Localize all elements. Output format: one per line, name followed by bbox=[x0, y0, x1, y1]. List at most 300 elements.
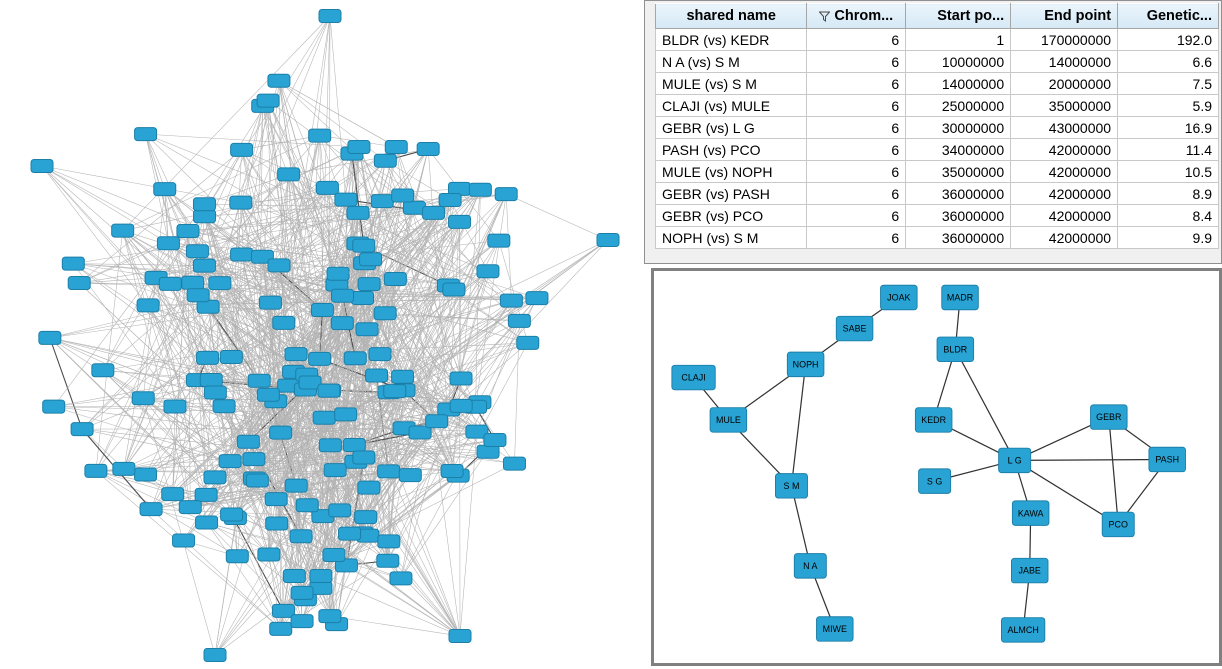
node-shape[interactable] bbox=[296, 499, 318, 512]
network-node[interactable] bbox=[209, 277, 231, 290]
node-shape[interactable] bbox=[348, 140, 370, 153]
network-node[interactable] bbox=[164, 400, 186, 413]
network-node[interactable] bbox=[268, 74, 290, 87]
network-node[interactable] bbox=[426, 415, 448, 428]
node-shape[interactable] bbox=[327, 267, 349, 280]
node-shape[interactable] bbox=[270, 426, 292, 439]
network-node[interactable] bbox=[68, 277, 90, 290]
cell-name[interactable]: GEBR (vs) L G bbox=[656, 117, 807, 139]
network-node[interactable] bbox=[477, 265, 499, 278]
network-node[interactable] bbox=[257, 94, 279, 107]
cell-genetic[interactable]: 10.5 bbox=[1118, 161, 1219, 183]
cell-chrom[interactable]: 6 bbox=[807, 29, 906, 51]
node-shape[interactable] bbox=[237, 435, 259, 448]
table-header-row[interactable] bbox=[656, 4, 1219, 29]
table-row[interactable] bbox=[656, 161, 1219, 183]
node-shape[interactable] bbox=[179, 501, 201, 514]
node-shape[interactable] bbox=[358, 481, 380, 494]
network-node[interactable] bbox=[193, 198, 215, 211]
network-node[interactable] bbox=[378, 465, 400, 478]
cell-start[interactable]: 36000000 bbox=[906, 183, 1011, 205]
cell-start[interactable]: 34000000 bbox=[906, 139, 1011, 161]
network-node[interactable] bbox=[508, 314, 530, 327]
network-node[interactable] bbox=[1091, 405, 1128, 429]
cell-genetic[interactable]: 8.4 bbox=[1118, 205, 1219, 227]
network-node[interactable] bbox=[378, 535, 400, 548]
cell-end[interactable]: 42000000 bbox=[1011, 205, 1118, 227]
network-node[interactable] bbox=[443, 283, 465, 296]
network-node[interactable] bbox=[1011, 558, 1048, 582]
cell-start[interactable]: 25000000 bbox=[906, 95, 1011, 117]
cell-genetic[interactable]: 11.4 bbox=[1118, 139, 1219, 161]
network-node[interactable] bbox=[347, 206, 369, 219]
network-node[interactable] bbox=[450, 372, 472, 385]
network-node[interactable] bbox=[384, 385, 406, 398]
subnetwork-canvas[interactable] bbox=[654, 271, 1219, 663]
node-shape[interactable] bbox=[374, 154, 396, 167]
node-shape[interactable] bbox=[194, 210, 216, 223]
node-shape[interactable] bbox=[231, 143, 253, 156]
network-node[interactable] bbox=[220, 351, 242, 364]
node-shape[interactable] bbox=[347, 206, 369, 219]
network-node[interactable] bbox=[423, 206, 445, 219]
node-shape[interactable] bbox=[324, 464, 346, 477]
node-shape[interactable] bbox=[291, 586, 313, 599]
node-shape[interactable] bbox=[477, 265, 499, 278]
node-shape[interactable] bbox=[268, 74, 290, 87]
cell-end[interactable]: 14000000 bbox=[1011, 51, 1118, 73]
network-node[interactable] bbox=[197, 300, 219, 313]
node-shape[interactable] bbox=[135, 468, 157, 481]
cell-name[interactable]: BLDR (vs) KEDR bbox=[656, 29, 807, 51]
network-node[interactable] bbox=[369, 348, 391, 361]
cell-start[interactable]: 30000000 bbox=[906, 117, 1011, 139]
cell-chrom[interactable]: 6 bbox=[807, 95, 906, 117]
network-node[interactable] bbox=[392, 370, 414, 383]
network-node[interactable] bbox=[377, 554, 399, 567]
network-node[interactable] bbox=[469, 183, 491, 196]
node-shape[interactable] bbox=[309, 129, 331, 142]
network-node[interactable] bbox=[140, 503, 162, 516]
network-node[interactable] bbox=[31, 160, 53, 173]
node-shape[interactable] bbox=[488, 234, 510, 247]
node-shape[interactable] bbox=[392, 370, 414, 383]
network-node[interactable] bbox=[311, 303, 333, 316]
network-node[interactable] bbox=[85, 464, 107, 477]
network-node[interactable] bbox=[374, 307, 396, 320]
cell-start[interactable]: 1 bbox=[906, 29, 1011, 51]
node-shape[interactable] bbox=[230, 196, 252, 209]
network-node[interactable] bbox=[324, 464, 346, 477]
node-shape[interactable] bbox=[31, 160, 53, 173]
node-shape[interactable] bbox=[423, 206, 445, 219]
network-node[interactable] bbox=[358, 481, 380, 494]
network-node[interactable] bbox=[672, 365, 715, 389]
network-node[interactable] bbox=[495, 188, 517, 201]
network-node[interactable] bbox=[162, 488, 184, 501]
network-node[interactable] bbox=[213, 400, 235, 413]
network-node[interactable] bbox=[392, 189, 414, 202]
node-shape[interactable] bbox=[193, 198, 215, 211]
node-shape[interactable] bbox=[226, 550, 248, 563]
node-shape[interactable] bbox=[283, 569, 305, 582]
node-shape[interactable] bbox=[310, 570, 332, 583]
network-node[interactable] bbox=[195, 488, 217, 501]
network-node[interactable] bbox=[915, 408, 952, 432]
node-shape[interactable] bbox=[113, 462, 135, 475]
node-shape[interactable] bbox=[371, 195, 393, 208]
node-shape[interactable] bbox=[323, 549, 345, 562]
table-row[interactable] bbox=[656, 117, 1219, 139]
node-shape[interactable] bbox=[278, 168, 300, 181]
cell-chrom[interactable]: 6 bbox=[807, 73, 906, 95]
network-node[interactable] bbox=[226, 550, 248, 563]
node-shape[interactable] bbox=[291, 615, 313, 628]
network-node[interactable] bbox=[597, 234, 619, 247]
network-node[interactable] bbox=[197, 351, 219, 364]
cell-genetic[interactable]: 6.6 bbox=[1118, 51, 1219, 73]
node-shape[interactable] bbox=[220, 351, 242, 364]
network-node[interactable] bbox=[258, 548, 280, 561]
node-shape[interactable] bbox=[195, 488, 217, 501]
node-shape[interactable] bbox=[356, 323, 378, 336]
node-shape[interactable] bbox=[311, 303, 333, 316]
cell-name[interactable]: MULE (vs) S M bbox=[656, 73, 807, 95]
node-shape[interactable] bbox=[177, 224, 199, 237]
node-shape[interactable] bbox=[439, 193, 461, 206]
network-node[interactable] bbox=[154, 183, 176, 196]
network-node[interactable] bbox=[283, 569, 305, 582]
cell-start[interactable]: 36000000 bbox=[906, 227, 1011, 249]
network-node[interactable] bbox=[285, 479, 307, 492]
cell-genetic[interactable]: 9.9 bbox=[1118, 227, 1219, 249]
network-node[interactable] bbox=[221, 508, 243, 521]
subnetwork-view[interactable] bbox=[651, 268, 1222, 666]
network-node[interactable] bbox=[360, 253, 382, 266]
network-node[interactable] bbox=[266, 517, 288, 530]
node-shape[interactable] bbox=[385, 141, 407, 154]
node-shape[interactable] bbox=[319, 610, 341, 623]
network-node[interactable] bbox=[265, 493, 287, 506]
table-row[interactable] bbox=[656, 29, 1219, 51]
table-body[interactable] bbox=[656, 29, 1219, 249]
network-node[interactable] bbox=[488, 234, 510, 247]
column-header-start-point[interactable] bbox=[906, 4, 1011, 29]
cell-chrom[interactable]: 6 bbox=[807, 117, 906, 139]
node-shape[interactable] bbox=[343, 438, 365, 451]
network-node[interactable] bbox=[177, 224, 199, 237]
node-shape[interactable] bbox=[318, 384, 340, 397]
network-node[interactable] bbox=[243, 453, 265, 466]
network-node[interactable] bbox=[366, 369, 388, 382]
cell-end[interactable]: 170000000 bbox=[1011, 29, 1118, 51]
network-node[interactable] bbox=[316, 181, 338, 194]
network-node[interactable] bbox=[356, 323, 378, 336]
cell-start[interactable]: 36000000 bbox=[906, 205, 1011, 227]
node-shape[interactable] bbox=[112, 224, 134, 237]
column-header-shared-name[interactable] bbox=[656, 4, 807, 29]
node-shape[interactable] bbox=[197, 300, 219, 313]
node-shape[interactable] bbox=[43, 400, 65, 413]
cell-end[interactable]: 43000000 bbox=[1011, 117, 1118, 139]
network-node[interactable] bbox=[204, 386, 226, 399]
filter-icon[interactable] bbox=[819, 11, 830, 22]
network-node[interactable] bbox=[186, 245, 208, 258]
network-node[interactable] bbox=[296, 499, 318, 512]
network-node[interactable] bbox=[449, 630, 471, 643]
network-node[interactable] bbox=[500, 294, 522, 307]
node-shape[interactable] bbox=[270, 622, 292, 635]
network-node[interactable] bbox=[318, 384, 340, 397]
cell-chrom[interactable]: 6 bbox=[807, 161, 906, 183]
cell-end[interactable]: 20000000 bbox=[1011, 73, 1118, 95]
node-shape[interactable] bbox=[243, 453, 265, 466]
network-node[interactable] bbox=[449, 215, 471, 228]
node-shape[interactable] bbox=[352, 291, 374, 304]
network-node[interactable] bbox=[43, 400, 65, 413]
node-shape[interactable] bbox=[335, 193, 357, 206]
node-shape[interactable] bbox=[219, 455, 241, 468]
network-node[interactable] bbox=[355, 511, 377, 524]
network-node[interactable] bbox=[135, 468, 157, 481]
network-node[interactable] bbox=[313, 411, 335, 424]
cell-start[interactable]: 10000000 bbox=[906, 51, 1011, 73]
table-row[interactable] bbox=[656, 95, 1219, 117]
network-node[interactable] bbox=[384, 273, 406, 286]
node-shape[interactable] bbox=[204, 471, 226, 484]
node-shape[interactable] bbox=[173, 534, 195, 547]
node-shape[interactable] bbox=[140, 503, 162, 516]
node-shape[interactable] bbox=[477, 445, 499, 458]
network-node[interactable] bbox=[309, 352, 331, 365]
network-node[interactable] bbox=[358, 278, 380, 291]
node-shape[interactable] bbox=[353, 239, 375, 252]
cell-genetic[interactable]: 5.9 bbox=[1118, 95, 1219, 117]
network-node[interactable] bbox=[937, 337, 974, 361]
node-shape[interactable] bbox=[500, 294, 522, 307]
network-node[interactable] bbox=[278, 168, 300, 181]
network-node[interactable] bbox=[417, 143, 439, 156]
node-shape[interactable] bbox=[137, 299, 159, 312]
network-node[interactable] bbox=[335, 193, 357, 206]
network-node[interactable] bbox=[331, 317, 353, 330]
column-header-chromosome[interactable] bbox=[807, 4, 906, 29]
node-shape[interactable] bbox=[85, 464, 107, 477]
node-shape[interactable] bbox=[186, 245, 208, 258]
node-shape[interactable] bbox=[309, 352, 331, 365]
node-shape[interactable] bbox=[285, 348, 307, 361]
table-scroll-area[interactable] bbox=[655, 3, 1219, 261]
network-node[interactable] bbox=[1001, 618, 1044, 642]
node-shape[interactable] bbox=[197, 351, 219, 364]
table-row[interactable] bbox=[656, 205, 1219, 227]
node-shape[interactable] bbox=[268, 259, 290, 272]
network-node[interactable] bbox=[194, 210, 216, 223]
network-node[interactable] bbox=[517, 336, 539, 349]
network-node[interactable] bbox=[39, 331, 61, 344]
node-shape[interactable] bbox=[441, 464, 463, 477]
node-shape[interactable] bbox=[374, 307, 396, 320]
network-node[interactable] bbox=[182, 276, 204, 289]
cell-name[interactable]: N A (vs) S M bbox=[656, 51, 807, 73]
network-node[interactable] bbox=[323, 549, 345, 562]
network-node[interactable] bbox=[137, 299, 159, 312]
node-shape[interactable] bbox=[597, 234, 619, 247]
node-shape[interactable] bbox=[162, 488, 184, 501]
network-node[interactable] bbox=[817, 617, 854, 641]
network-node[interactable] bbox=[257, 388, 279, 401]
node-shape[interactable] bbox=[355, 511, 377, 524]
node-shape[interactable] bbox=[257, 388, 279, 401]
network-node[interactable] bbox=[329, 504, 351, 517]
node-shape[interactable] bbox=[360, 253, 382, 266]
node-shape[interactable] bbox=[392, 189, 414, 202]
network-node[interactable] bbox=[335, 408, 357, 421]
network-node[interactable] bbox=[319, 610, 341, 623]
node-shape[interactable] bbox=[443, 283, 465, 296]
node-shape[interactable] bbox=[187, 289, 209, 302]
cell-chrom[interactable]: 6 bbox=[807, 51, 906, 73]
network-node[interactable] bbox=[270, 622, 292, 635]
network-node[interactable] bbox=[62, 257, 84, 270]
network-node[interactable] bbox=[285, 348, 307, 361]
node-shape[interactable] bbox=[369, 348, 391, 361]
table-row[interactable] bbox=[656, 73, 1219, 95]
network-node[interactable] bbox=[319, 10, 341, 23]
network-node[interactable] bbox=[441, 464, 463, 477]
network-node[interactable] bbox=[291, 615, 313, 628]
network-node[interactable] bbox=[526, 292, 548, 305]
network-node[interactable] bbox=[179, 501, 201, 514]
network-node[interactable] bbox=[173, 534, 195, 547]
node-shape[interactable] bbox=[332, 289, 354, 302]
node-shape[interactable] bbox=[71, 423, 93, 436]
network-node[interactable] bbox=[399, 469, 421, 482]
node-shape[interactable] bbox=[164, 400, 186, 413]
network-node[interactable] bbox=[270, 426, 292, 439]
edge-table[interactable] bbox=[655, 3, 1219, 249]
cell-genetic[interactable]: 192.0 bbox=[1118, 29, 1219, 51]
node-shape[interactable] bbox=[290, 530, 312, 543]
network-node[interactable] bbox=[187, 289, 209, 302]
node-shape[interactable] bbox=[329, 504, 351, 517]
network-node[interactable] bbox=[484, 433, 506, 446]
node-shape[interactable] bbox=[377, 554, 399, 567]
network-node[interactable] bbox=[353, 239, 375, 252]
network-node[interactable] bbox=[71, 423, 93, 436]
network-node[interactable] bbox=[390, 572, 412, 585]
node-shape[interactable] bbox=[157, 237, 179, 250]
node-shape[interactable] bbox=[417, 143, 439, 156]
network-node[interactable] bbox=[343, 438, 365, 451]
network-node[interactable] bbox=[230, 196, 252, 209]
node-shape[interactable] bbox=[384, 385, 406, 398]
node-shape[interactable] bbox=[331, 317, 353, 330]
network-node[interactable] bbox=[327, 267, 349, 280]
node-shape[interactable] bbox=[390, 572, 412, 585]
network-node[interactable] bbox=[231, 248, 253, 261]
node-shape[interactable] bbox=[378, 465, 400, 478]
cell-chrom[interactable]: 6 bbox=[807, 227, 906, 249]
node-shape[interactable] bbox=[246, 474, 268, 487]
network-node[interactable] bbox=[352, 291, 374, 304]
node-shape[interactable] bbox=[193, 259, 215, 272]
network-node[interactable] bbox=[385, 141, 407, 154]
edge-table-panel[interactable] bbox=[644, 0, 1222, 264]
column-header-end-point[interactable] bbox=[1011, 4, 1118, 29]
network-node[interactable] bbox=[135, 128, 157, 141]
network-node[interactable] bbox=[836, 316, 873, 340]
node-shape[interactable] bbox=[366, 369, 388, 382]
cell-chrom[interactable]: 6 bbox=[807, 183, 906, 205]
node-shape[interactable] bbox=[344, 352, 366, 365]
cell-name[interactable]: MULE (vs) NOPH bbox=[656, 161, 807, 183]
node-shape[interactable] bbox=[449, 630, 471, 643]
cell-start[interactable]: 35000000 bbox=[906, 161, 1011, 183]
node-shape[interactable] bbox=[484, 433, 506, 446]
node-shape[interactable] bbox=[221, 508, 243, 521]
node-shape[interactable] bbox=[213, 400, 235, 413]
node-shape[interactable] bbox=[258, 548, 280, 561]
cell-name[interactable]: NOPH (vs) S M bbox=[656, 227, 807, 249]
table-row[interactable] bbox=[656, 51, 1219, 73]
node-shape[interactable] bbox=[469, 183, 491, 196]
network-node[interactable] bbox=[290, 530, 312, 543]
network-node[interactable] bbox=[309, 129, 331, 142]
network-node[interactable] bbox=[204, 649, 226, 662]
cell-chrom[interactable]: 6 bbox=[807, 205, 906, 227]
network-node[interactable] bbox=[710, 408, 747, 432]
network-node[interactable] bbox=[942, 285, 979, 309]
node-shape[interactable] bbox=[358, 278, 380, 291]
node-shape[interactable] bbox=[135, 128, 157, 141]
network-node[interactable] bbox=[503, 457, 525, 470]
network-node[interactable] bbox=[439, 193, 461, 206]
node-shape[interactable] bbox=[285, 479, 307, 492]
network-node[interactable] bbox=[92, 364, 114, 377]
cell-end[interactable]: 42000000 bbox=[1011, 227, 1118, 249]
network-node[interactable] bbox=[794, 554, 826, 578]
node-shape[interactable] bbox=[508, 314, 530, 327]
node-shape[interactable] bbox=[319, 10, 341, 23]
node-shape[interactable] bbox=[182, 276, 204, 289]
node-shape[interactable] bbox=[204, 386, 226, 399]
node-shape[interactable] bbox=[450, 372, 472, 385]
node-shape[interactable] bbox=[204, 649, 226, 662]
node-shape[interactable] bbox=[503, 457, 525, 470]
cell-end[interactable]: 42000000 bbox=[1011, 161, 1118, 183]
network-node[interactable] bbox=[919, 469, 951, 493]
network-node[interactable] bbox=[371, 195, 393, 208]
network-node[interactable] bbox=[319, 439, 341, 452]
cell-chrom[interactable]: 6 bbox=[807, 139, 906, 161]
cell-start[interactable]: 14000000 bbox=[906, 73, 1011, 95]
node-shape[interactable] bbox=[92, 364, 114, 377]
node-shape[interactable] bbox=[132, 392, 154, 405]
network-node[interactable] bbox=[246, 474, 268, 487]
node-shape[interactable] bbox=[319, 439, 341, 452]
network-node[interactable] bbox=[1102, 512, 1134, 536]
network-node[interactable] bbox=[374, 154, 396, 167]
network-node[interactable] bbox=[273, 316, 295, 329]
node-shape[interactable] bbox=[265, 493, 287, 506]
node-shape[interactable] bbox=[450, 399, 472, 412]
network-node[interactable] bbox=[1149, 447, 1186, 471]
network-node[interactable] bbox=[231, 143, 253, 156]
network-node[interactable] bbox=[291, 586, 313, 599]
network-node[interactable] bbox=[268, 259, 290, 272]
table-row[interactable] bbox=[656, 183, 1219, 205]
